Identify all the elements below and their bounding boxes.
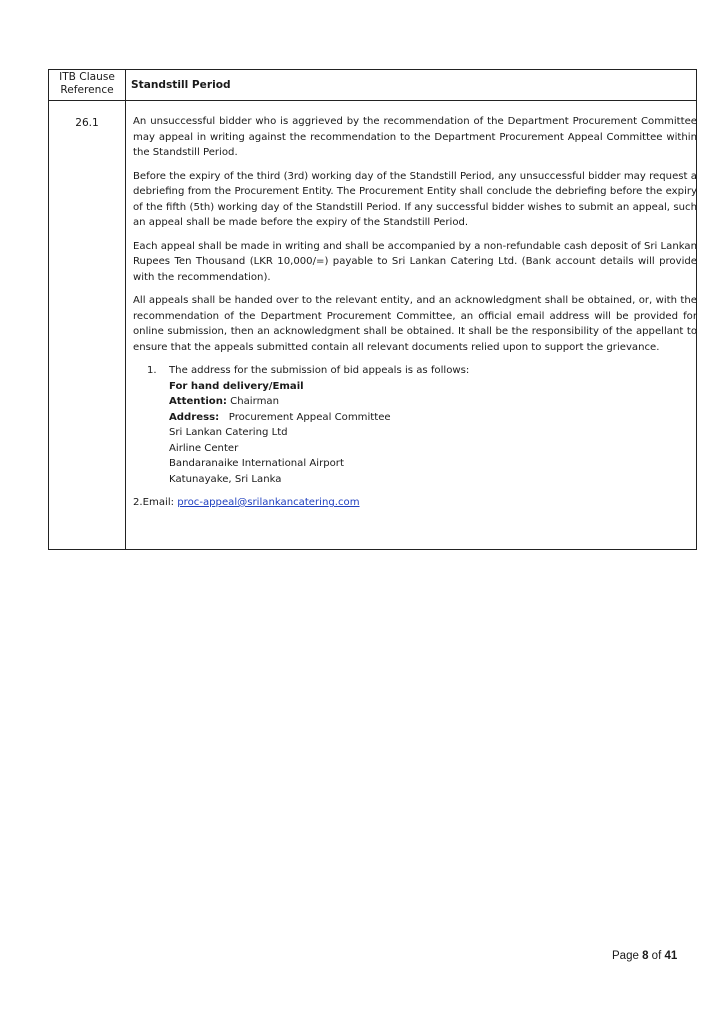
header-ref-line1: ITB Clause <box>59 71 115 83</box>
clause-number: 26.1 <box>75 117 99 129</box>
address-intro: The address for the submission of bid appeals is as follows: <box>169 365 470 376</box>
email-item <box>133 495 697 511</box>
address-label: Address: <box>169 411 220 423</box>
paragraph: An unsuccessful bidder who is aggrieved by the recommendation of the Department Procurement Committee may appeal in writing against the recommendation to the Department Procurement Appeal Committee within the Standstill Period. <box>133 116 697 158</box>
standstill-period-table <box>48 69 697 550</box>
page-prefix: Page <box>612 950 639 962</box>
header-ref-line2: Reference <box>60 84 114 96</box>
address-line-0: Procurement Appeal Committee <box>228 411 391 423</box>
attention-line <box>169 394 469 410</box>
list-number: 1. <box>147 365 157 376</box>
address-line-4: Katunayake, Sri Lanka <box>169 473 282 485</box>
page-of: of <box>651 950 662 962</box>
paragraph: All appeals shall be handed over to the relevant entity, and an acknowledgment shall be obtained, or, with the recommendation of the Department Procurement Committee, an official email address will be provided for online submission, then an acknowledgment shall be obtained. It shall be the responsibility of the appellant to ensure that the appeals submitted contain all relevant documents relied upon to support the grievance. <box>133 295 697 353</box>
paragraph: Before the expiry of the third (3rd) working day of the Standstill Period, any unsuccessful bidder may request a debriefing from the Procurement Entity. The Procurement Entity shall conclude the debriefing before the expiry of the fifth (5th) working day of the Standstill Period. If any successful bidder wishes to submit an appeal, such an appeal shall be made before the expiry of the Standstill Period. <box>133 170 697 228</box>
attention-label: Attention: <box>169 396 227 407</box>
address-line-1: Sri Lankan Catering Ltd <box>169 427 288 438</box>
page-number <box>612 950 677 962</box>
page-total: 41 <box>664 950 678 962</box>
email-link[interactable]: proc-appeal@srilankancatering.com <box>177 497 360 508</box>
delivery-label: For hand delivery/Email <box>169 380 304 392</box>
address-line-3: Bandaranaike International Airport <box>169 458 344 469</box>
attention-value: Chairman <box>230 396 279 407</box>
clause-content <box>133 114 697 511</box>
header-title: Standstill Period <box>131 79 231 91</box>
page-current: 8 <box>642 950 649 962</box>
paragraph: Each appeal shall be made in writing and shall be accompanied by a non-refundable cash deposit of Sri Lankan Rupees Ten Thousand (LKR 10,000/=) payable to Sri Lankan Catering Ltd. (Bank account details will provide with the recommendation). <box>133 240 697 283</box>
address-list-item <box>147 363 697 487</box>
header-clause-reference <box>49 71 125 97</box>
address-line <box>169 410 469 426</box>
address-line-2: Airline Center <box>169 442 239 454</box>
header-divider <box>49 100 696 101</box>
column-divider <box>125 70 126 549</box>
email-label: 2.Email: <box>133 497 175 508</box>
